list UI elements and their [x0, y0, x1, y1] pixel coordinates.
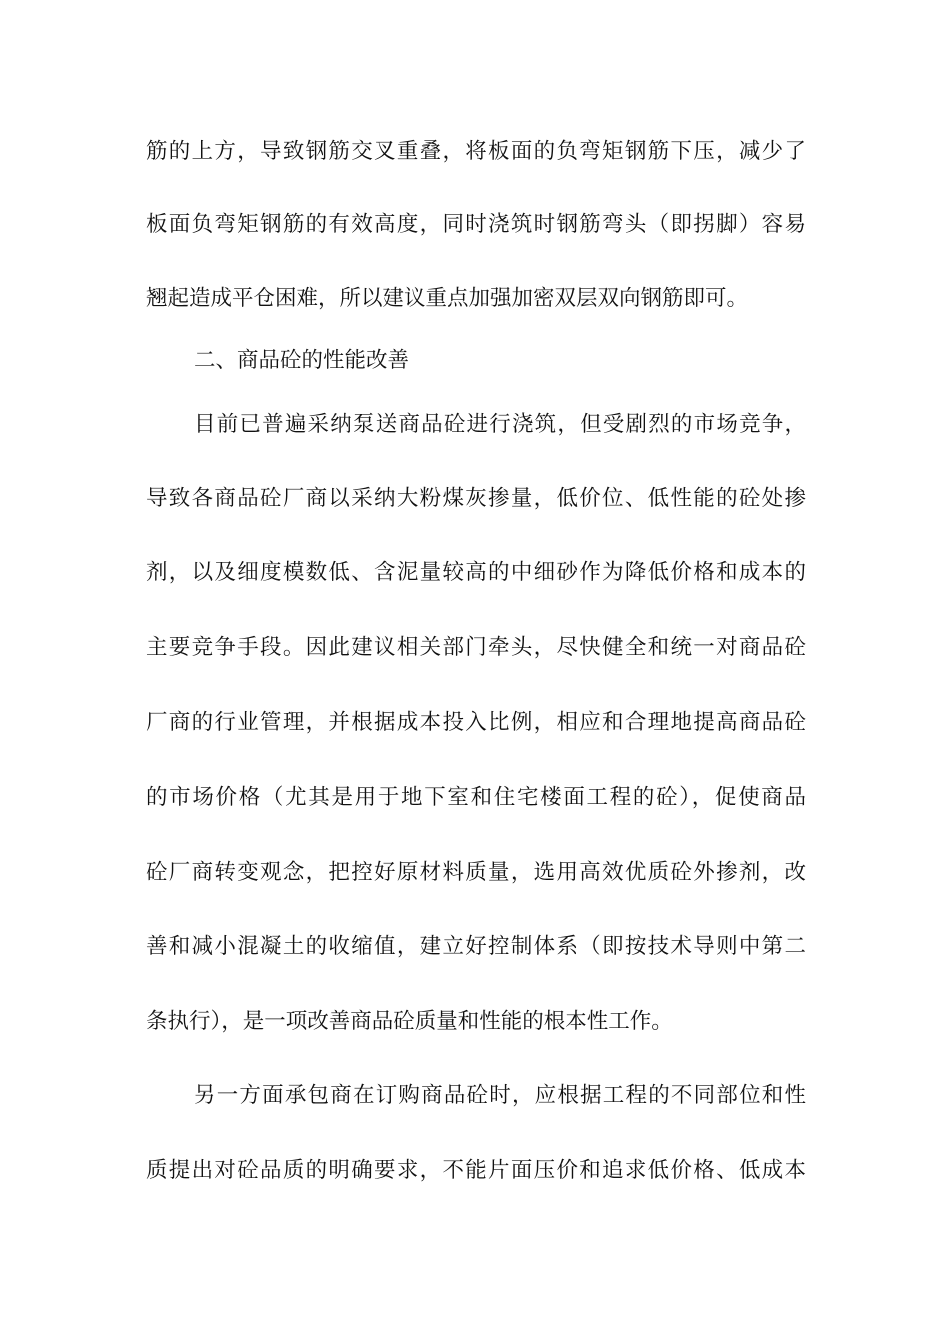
paragraph-line: 砼厂商转变观念，把控好原材料质量，选用高效优质砼外掺剂，改	[146, 860, 806, 885]
paragraph-line: 的市场价格（尤其是用于地下室和住宅楼面工程的砼），促使商品	[146, 785, 806, 810]
section-heading: 二、商品砼的性能改善	[194, 348, 410, 373]
paragraph-line: 善和减小混凝土的收缩值，建立好控制体系（即按技术导则中第二	[146, 934, 806, 959]
paragraph-line: 导致各商品砼厂商以采纳大粉煤灰掺量，低价位、低性能的砼处掺	[146, 486, 806, 511]
paragraph-line: 剂，以及细度模数低、含泥量较高的中细砂作为降低价格和成本的	[146, 560, 806, 585]
paragraph-line: 厂商的行业管理，并根据成本投入比例，相应和合理地提高商品砼	[146, 710, 806, 735]
paragraph-line: 筋的上方，导致钢筋交叉重叠，将板面的负弯矩钢筋下压，减少了	[146, 139, 806, 164]
paragraph-line: 主要竞争手段。因此建议相关部门牵头，尽快健全和统一对商品砼	[146, 635, 806, 660]
paragraph-line: 翘起造成平仓困难，所以建议重点加强加密双层双向钢筋即可。	[146, 286, 749, 311]
paragraph-line: 质提出对砼品质的明确要求，不能片面压价和追求低价格、低成本	[146, 1158, 806, 1183]
paragraph-line: 条执行），是一项改善商品砼质量和性能的根本性工作。	[146, 1009, 673, 1034]
paragraph-line: 目前已普遍采纳泵送商品砼进行浇筑，但受剧烈的市场竞争，	[194, 412, 806, 437]
paragraph-line: 另一方面承包商在订购商品砼时，应根据工程的不同部位和性	[194, 1083, 806, 1108]
paragraph-line: 板面负弯矩钢筋的有效高度，同时浇筑时钢筋弯头（即拐脚）容易	[146, 212, 806, 237]
